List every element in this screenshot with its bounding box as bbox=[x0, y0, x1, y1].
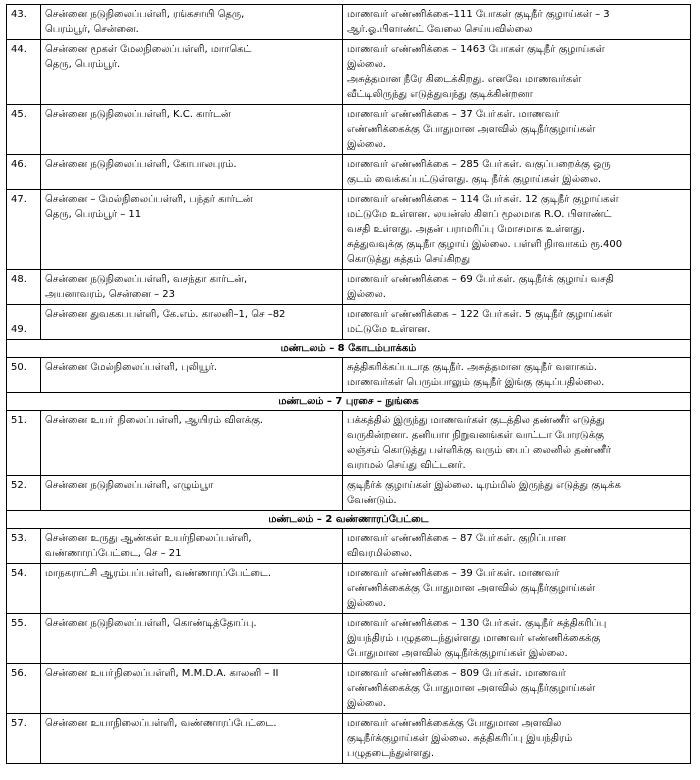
row-number: 47. bbox=[7, 190, 41, 270]
row-number: 56. bbox=[7, 664, 41, 714]
school-name-cell bbox=[41, 714, 343, 764]
school-name-line: சென்னை நடுநிலைப்பள்ளி, வசந்தா கார்டன், bbox=[45, 274, 248, 285]
zone-heading-row bbox=[7, 511, 691, 529]
remarks-cell bbox=[343, 529, 691, 564]
remarks-line: வேண்டும். bbox=[347, 495, 397, 506]
remarks-line: எண்ணிக்கைக்கு போதுமான அளவில் குடிநீர்குழாய்கள் bbox=[347, 683, 596, 694]
row-number: 55. bbox=[7, 614, 41, 664]
remarks-cell bbox=[343, 664, 691, 714]
school-name-cell bbox=[41, 155, 343, 190]
row-number: 48. bbox=[7, 270, 41, 305]
row-number: 52. bbox=[7, 476, 41, 511]
table-body-zone-8 bbox=[7, 358, 691, 393]
school-name-line: அயனாவரம், சென்னை – 23 bbox=[45, 289, 176, 300]
table-row bbox=[7, 190, 691, 270]
row-number: 54. bbox=[7, 564, 41, 614]
remarks-cell bbox=[343, 155, 691, 190]
remarks-line: மாணவர் எண்ணிக்கை – 114 போ்கள். 12 குடிநீர் குழாய்கள் bbox=[347, 194, 619, 205]
table-row bbox=[7, 270, 691, 305]
remarks-cell bbox=[343, 564, 691, 614]
remarks-line: குடிநீர்க்குழாய்கள் இல்லை. சுத்திகரிப்பு இயந்திரம் bbox=[347, 733, 573, 744]
remarks-cell bbox=[343, 614, 691, 664]
remarks-line: ஆர்.ஓ.பிளாண்ட் வேலை செய்யவில்லை bbox=[347, 24, 533, 35]
school-name-cell bbox=[41, 190, 343, 270]
table-row bbox=[7, 476, 691, 511]
remarks-line: இல்லை. bbox=[347, 289, 386, 300]
remarks-line: இயந்திரம் பழுதடைந்துள்ளது மாணவர் எண்ணிக்கைக்கு bbox=[347, 633, 601, 644]
remarks-line: மாணவர் எண்ணிக்கை–111 போகள் குடிநீர் குழாய்கள் – 3 bbox=[347, 9, 610, 20]
table-row bbox=[7, 40, 691, 105]
remarks-line: அசுத்தமான நீரே கிடைக்கிறது. எனவே மாணவர்கள் bbox=[347, 74, 582, 85]
remarks-cell bbox=[343, 476, 691, 511]
row-number: 43. bbox=[7, 5, 41, 40]
remarks-line: மாணவர் எண்ணிக்கை – 285 போ்கள். வகுப்பறைக்கு ஒரு bbox=[347, 159, 611, 170]
school-name-line: சென்னை மேல்நிலைப்பள்ளி, புலியூர். bbox=[45, 362, 218, 373]
zone-heading-row bbox=[7, 340, 691, 358]
row-number: 57. bbox=[7, 714, 41, 764]
document-page bbox=[6, 4, 690, 764]
school-name-cell bbox=[41, 40, 343, 105]
school-name-cell bbox=[41, 564, 343, 614]
school-name-line: சென்னை துவககபபள்ளி, கே.எம். காலனி–1, செ –82 bbox=[45, 309, 286, 320]
zone-heading-8: மண்டலம் – 8 கோடம்பாக்கம் bbox=[7, 340, 691, 358]
table-body-zone-2 bbox=[7, 529, 691, 764]
table-row bbox=[7, 358, 691, 393]
remarks-line: சுத்துவவுக்கு குடிநீா குழாய் இல்லை. பள்ளி நிாவாகம் ரூ.400 bbox=[347, 239, 623, 250]
remarks-line: இல்லை. bbox=[347, 598, 386, 609]
remarks-line: குடம் வைக்கப்பட்டுள்ளது. குடி நீர்க் குழாய்கள் இல்லை. bbox=[347, 174, 602, 185]
remarks-line: மாணவர்கள் பெரும்பாலும் குடிநீர் இங்கு குடிப்பதில்லை. bbox=[347, 377, 605, 388]
zone-heading-2: மண்டலம் – 2 வண்ணாரப்பேட்டை bbox=[7, 511, 691, 529]
remarks-line: லஞ்சம் கொடுத்து பள்ளிக்கு வரும் பைப் லைனில் தண்ணீர் bbox=[347, 445, 611, 456]
table-row bbox=[7, 664, 691, 714]
remarks-line: மாணவர் எண்ணிக்கை – 87 போ்கள். குறிப்பான bbox=[347, 533, 566, 544]
school-name-cell bbox=[41, 305, 343, 340]
remarks-line: பழுதடைந்துள்ளது. bbox=[347, 748, 435, 759]
school-name-line: பெரம்பூர், சென்னை. bbox=[45, 24, 139, 35]
school-name-line: சென்னை உருது ஆண்கள் உயர்நிலைப்பள்ளி, bbox=[45, 533, 252, 544]
row-number: 53. bbox=[7, 529, 41, 564]
table-body-zone-start bbox=[7, 5, 691, 340]
school-name-cell bbox=[41, 358, 343, 393]
table-body-zone-7 bbox=[7, 411, 691, 511]
school-name-line: சென்னை உயாநிலைப்பள்ளி, வண்ணாரப்பேட்டை. bbox=[45, 718, 277, 729]
school-name-cell bbox=[41, 5, 343, 40]
school-name-line: தெரு, பெரம்பூர். bbox=[45, 59, 121, 70]
school-name-cell bbox=[41, 105, 343, 155]
school-name-cell bbox=[41, 614, 343, 664]
remarks-line: வீட்டிலிருந்து எடுத்துவந்து குடிக்கின்றனா bbox=[347, 89, 533, 100]
school-name-line: சென்னை நடுநிலைப்பள்ளி, கொண்டித்தோப்பு. bbox=[45, 618, 257, 629]
remarks-cell bbox=[343, 358, 691, 393]
zone-heading-group bbox=[7, 340, 691, 358]
table-row bbox=[7, 5, 691, 40]
remarks-line: வருகின்றனா. தனியாா நிறுவனங்கள் வாட்டா போரடுக்கு bbox=[347, 430, 604, 441]
school-name-cell bbox=[41, 476, 343, 511]
remarks-line: மாணவர் எண்ணிக்கை – 39 போ்கள். மாணவர் bbox=[347, 568, 560, 579]
remarks-line: மாணவர் எண்ணிக்கை – 130 போ்கள். குடிநீர் சுத்திகரிப்பு bbox=[347, 618, 607, 629]
remarks-line: கொடுத்து சுத்தம் செய்கிறது bbox=[347, 254, 471, 265]
remarks-cell bbox=[343, 190, 691, 270]
remarks-cell bbox=[343, 105, 691, 155]
zone-heading-7: மண்டலம் – 7 புரசை – நுங்கை bbox=[7, 393, 691, 411]
school-name-cell bbox=[41, 664, 343, 714]
remarks-line: குடிநீர்க் குழாய்கள் இல்லை. டிரம்மில் இருந்து எடுத்து குடிக்க bbox=[347, 480, 621, 491]
remarks-line: மாணவர் எண்ணிக்கை – 122 போ்கள். 5 குடிநீர் குழாய்கள் bbox=[347, 309, 613, 320]
table-row bbox=[7, 564, 691, 614]
school-name-line: சென்னை – மேல்நிலைப்பள்ளி, பந்தர் கார்டன் bbox=[45, 194, 253, 205]
remarks-line: மட்டுமே உள்ளன. லயன்ஸ் கிளப் மூலமாக R.O. பிளாண்ட் bbox=[347, 209, 612, 220]
school-name-line: சென்னை நடுநிலைப்பள்ளி, கோபாலபுரம். bbox=[45, 159, 237, 170]
table-row bbox=[7, 529, 691, 564]
remarks-line: இல்லை. bbox=[347, 59, 386, 70]
remarks-cell bbox=[343, 5, 691, 40]
remarks-line: எண்ணிக்கைக்கு போதுமான அளவில் குடிநீர்குழாய்கள் bbox=[347, 583, 596, 594]
row-number: 46. bbox=[7, 155, 41, 190]
school-name-cell bbox=[41, 411, 343, 476]
remarks-line: மாணவர் எண்ணிக்கைக்கு போதுமான அளவில bbox=[347, 718, 562, 729]
school-name-line: சென்னை நடுநிலைப்பள்ளி, K.C. கார்டன் bbox=[45, 109, 231, 120]
school-name-line: சென்னை மூகள் மேலநிலைப்பள்ளி, மாாகெட் bbox=[45, 44, 252, 55]
row-number: 49. bbox=[7, 305, 41, 340]
remarks-line: மாணவர் எண்ணிக்கை – 69 போ்கள். குடிநீர்க் குழாய் வசதி bbox=[347, 274, 614, 285]
zone-heading-group bbox=[7, 511, 691, 529]
school-name-line: சென்னை உயா் நிலைப்பள்ளி, ஆயிரம் விளக்கு. bbox=[45, 415, 264, 426]
remarks-line: வராமல் செய்து விட்டனர். bbox=[347, 460, 466, 471]
remarks-line: இல்லை. bbox=[347, 139, 386, 150]
zone-heading-row bbox=[7, 393, 691, 411]
remarks-cell bbox=[343, 270, 691, 305]
table-row bbox=[7, 614, 691, 664]
school-name-line: சென்னை உயா்நிலைப்பள்ளி, M.M.D.A. காலனி – II bbox=[45, 668, 279, 679]
row-number: 51. bbox=[7, 411, 41, 476]
table-row bbox=[7, 155, 691, 190]
remarks-line: எண்ணிக்கைக்கு போதுமான அளவில் குடிநீர்குழாய்கள் bbox=[347, 124, 596, 135]
school-name-line: மாநகராட்சி ஆரம்பப்பள்ளி, வண்ணாரப்பேட்டை. bbox=[45, 568, 272, 579]
remarks-line: இல்லை. bbox=[347, 698, 386, 709]
table-row bbox=[7, 105, 691, 155]
remarks-line: மாணவர் எண்ணிக்கை – 37 போ்கள். மாணவர் bbox=[347, 109, 560, 120]
table-row bbox=[7, 411, 691, 476]
school-name-line: தெரு, பெரம்பூர் – 11 bbox=[45, 209, 142, 220]
remarks-cell bbox=[343, 40, 691, 105]
remarks-cell bbox=[343, 411, 691, 476]
school-name-cell bbox=[41, 529, 343, 564]
remarks-line: வசதி உள்ளது. அதன் பராமரிப்பு மோசமாக உள்ளது. bbox=[347, 224, 585, 235]
zone-heading-group bbox=[7, 393, 691, 411]
school-name-line: சென்னை நடுநிலைப்பள்ளி, ரங்கசாயி தெரு, bbox=[45, 9, 245, 20]
remarks-cell bbox=[343, 305, 691, 340]
school-name-cell bbox=[41, 270, 343, 305]
school-name-line: வண்ணாரப்பேட்டை, செ – 21 bbox=[45, 548, 182, 559]
remarks-line: போதுமான அளவில் குடிநீர்க்குழாய்கள் இல்லை. bbox=[347, 648, 568, 659]
table-row bbox=[7, 714, 691, 764]
remarks-line: சுத்திகரிக்கப்படாத குடிநீர். அசுத்தமான குடிநீர் வளாகம். bbox=[347, 362, 597, 373]
school-water-table bbox=[6, 4, 691, 764]
remarks-line: பக்கத்தில் இருந்து மாணவர்கள் குடத்தில தண்ணீர் எடுத்து bbox=[347, 415, 605, 426]
school-name-line: சென்னை நடுநிலைப்பள்ளி, எழும்பூா bbox=[45, 480, 214, 491]
remarks-line: மட்டுமே உள்ளன. bbox=[347, 324, 431, 335]
remarks-line: மாணவர் எண்ணிக்கை – 809 போ்கள். மாணவர் bbox=[347, 668, 566, 679]
row-number: 50. bbox=[7, 358, 41, 393]
table-row bbox=[7, 305, 691, 340]
row-number: 44. bbox=[7, 40, 41, 105]
row-number: 45. bbox=[7, 105, 41, 155]
remarks-line: மாணவர் எண்ணிக்கை – 1463 போகள் குடிநீர் குழாய்கள் bbox=[347, 44, 605, 55]
remarks-line: விவரமில்லை. bbox=[347, 548, 413, 559]
remarks-cell bbox=[343, 714, 691, 764]
